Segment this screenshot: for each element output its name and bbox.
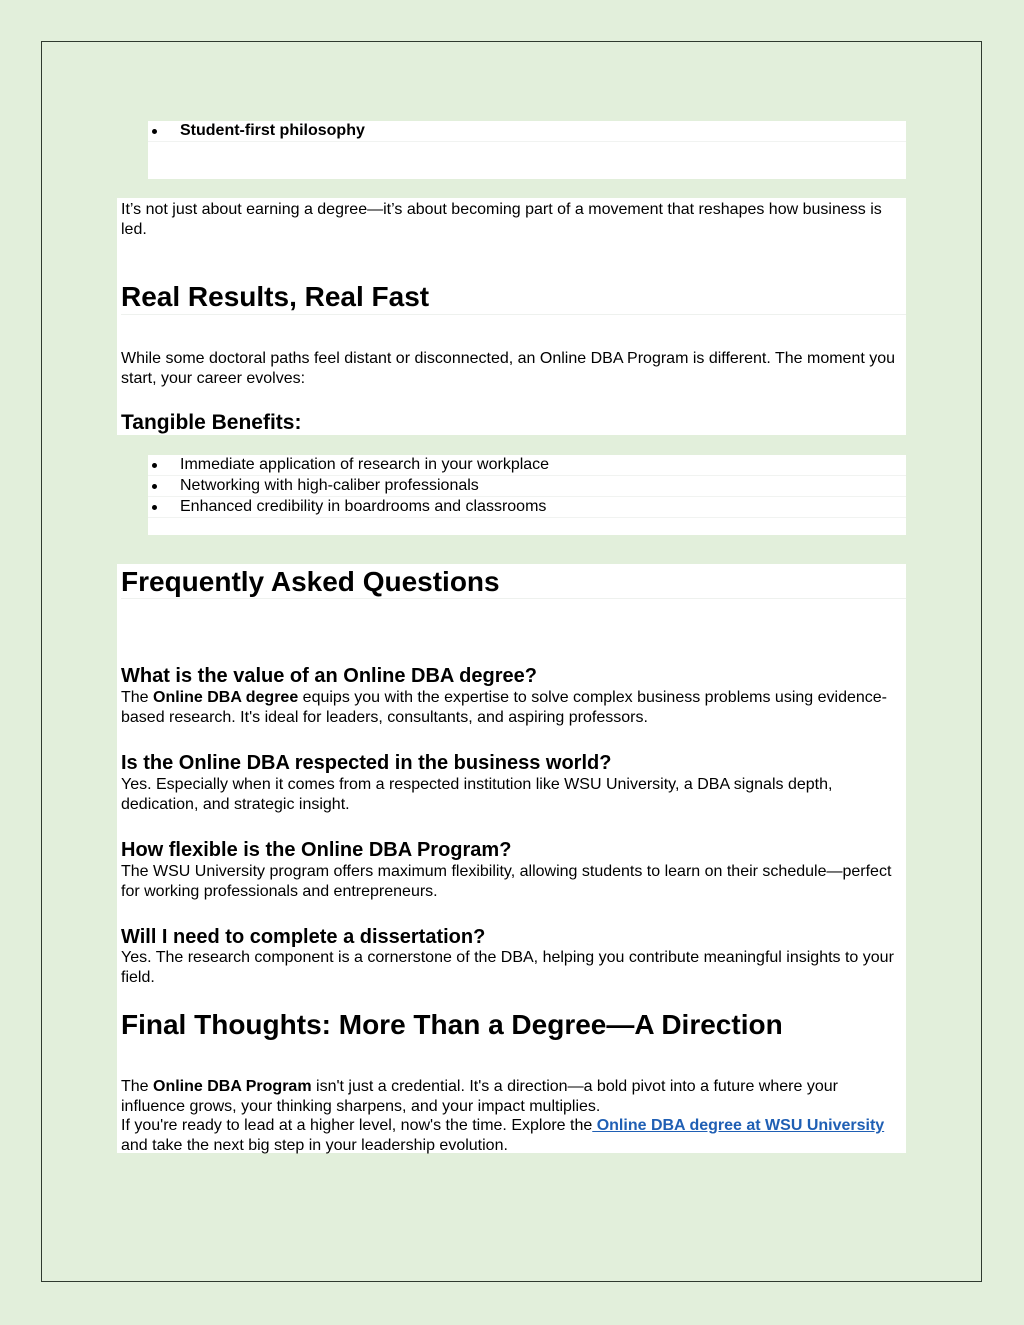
faq-answer: Yes. The research component is a cornerstone of the DBA, helping you contribute meaningful insights to your field. <box>121 949 894 986</box>
list-item: Student-first philosophy <box>148 121 906 142</box>
results-paragraph: While some doctoral paths feel distant or disconnected, an Online DBA Program is different. The moment you start, your career evolves: <box>121 350 896 387</box>
final-paragraph: The Online DBA Program isn't just a credential. It's a direction—a bold pivot into a future where your influence grows, your thinking sharpens, and your impact multiplies. If you're ready to lead at a higher level, now's the time. Explore the Online DBA degree at WSU University and take the next big step in your leadership evolution. <box>121 1078 885 1154</box>
bullet-icon <box>152 129 157 134</box>
faq-heading: Frequently Asked Questions <box>121 566 500 597</box>
final-heading: Final Thoughts: More Than a Degree—A Direction <box>121 1009 783 1040</box>
benefits-subheading: Tangible Benefits: <box>121 411 302 434</box>
faq-question: How flexible is the Online DBA Program? <box>121 839 512 861</box>
bullet-icon <box>152 505 157 510</box>
list-item: Networking with high-caliber professionals <box>148 476 906 497</box>
bullet-list-top <box>148 121 906 179</box>
faq-answer: Yes. Especially when it comes from a respected institution like WSU University, a DBA signals depth, dedication, and strategic insight. <box>121 776 833 813</box>
faq-answer: The Online DBA degree equips you with the expertise to solve complex business problems using evidence-based research. It's ideal for leaders, consultants, and aspiring professors. <box>121 689 887 726</box>
faq-question: What is the value of an Online DBA degree? <box>121 665 537 687</box>
benefits-list <box>148 455 906 535</box>
bullet-icon <box>152 484 157 489</box>
faq-question: Will I need to complete a dissertation? <box>121 926 486 948</box>
section-heading-results: Real Results, Real Fast <box>121 281 430 312</box>
online-dba-link[interactable]: Online DBA degree at WSU University <box>592 1117 885 1134</box>
faq-answer: The WSU University program offers maximum flexibility, allowing students to learn on their schedule—perfect for working professionals and entrepreneurs. <box>121 863 892 900</box>
divider <box>121 598 906 599</box>
divider <box>121 314 906 315</box>
list-item: Immediate application of research in your workplace <box>148 455 906 476</box>
intro-paragraph: It’s not just about earning a degree—it’s about becoming part of a movement that reshapes how business is led. <box>121 201 882 238</box>
faq-question: Is the Online DBA respected in the business world? <box>121 752 612 774</box>
list-item: Enhanced credibility in boardrooms and classrooms <box>148 497 906 518</box>
bullet-icon <box>152 463 157 468</box>
